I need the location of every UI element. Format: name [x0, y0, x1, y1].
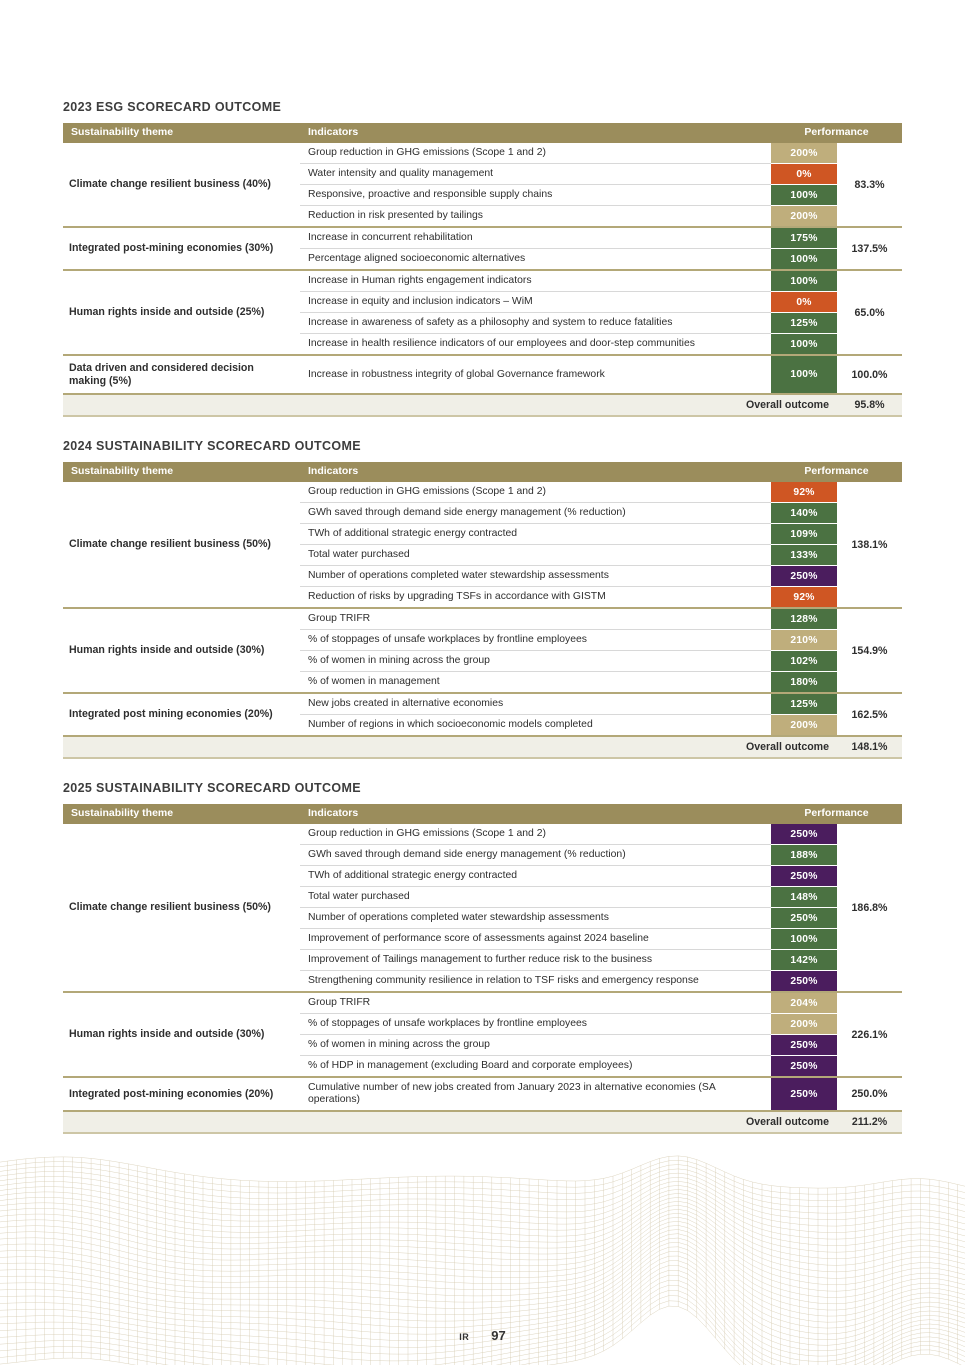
table-row — [63, 355, 902, 394]
group-total-cell: 138.1% — [837, 482, 902, 608]
performance-value-cell: 250% — [771, 1056, 837, 1078]
indicator-cell: Improvement of performance score of assessments against 2024 baseline — [300, 929, 771, 950]
sustainability-theme-cell: Human rights inside and outside (30%) — [63, 992, 300, 1077]
indicator-cell: % of women in mining across the group — [300, 1035, 771, 1056]
group-total-cell: 250.0% — [837, 1077, 902, 1111]
performance-value-cell: 210% — [771, 630, 837, 651]
indicator-cell: Increase in robustness integrity of global Governance framework — [300, 355, 771, 394]
overall-outcome-value: 211.2% — [837, 1111, 902, 1133]
col-header-indicators: Indicators — [300, 804, 771, 824]
overall-outcome-value: 148.1% — [837, 736, 902, 758]
performance-value-cell: 100% — [771, 355, 837, 394]
performance-value-cell: 148% — [771, 887, 837, 908]
section-title: 2024 SUSTAINABILITY SCORECARD OUTCOME — [63, 439, 361, 454]
indicator-cell: Water intensity and quality management — [300, 164, 771, 185]
performance-value-cell: 250% — [771, 866, 837, 887]
sustainability-theme-cell: Data driven and considered decision making (5%) — [63, 355, 300, 394]
indicator-cell: Number of operations completed water stewardship assessments — [300, 908, 771, 929]
section-title: 2023 ESG SCORECARD OUTCOME — [63, 100, 282, 114]
indicator-cell: Strengthening community resilience in relation to TSF risks and emergency response — [300, 971, 771, 993]
table-row — [63, 693, 902, 715]
sustainability-theme-cell: Integrated post-mining economies (30%) — [63, 227, 300, 270]
scorecard-table — [63, 804, 902, 1134]
performance-value-cell: 180% — [771, 672, 837, 694]
performance-value-cell: 142% — [771, 950, 837, 971]
table-row — [63, 992, 902, 1014]
group-total-cell: 186.8% — [837, 824, 902, 992]
indicator-cell: % of stoppages of unsafe workplaces by frontline employees — [300, 630, 771, 651]
overall-outcome-label: Overall outcome — [63, 736, 837, 758]
col-header-performance: Performance — [771, 462, 902, 482]
performance-value-cell: 175% — [771, 227, 837, 249]
table-row — [63, 143, 902, 164]
performance-value-cell: 250% — [771, 566, 837, 587]
indicator-cell: Group TRIFR — [300, 608, 771, 630]
performance-value-cell: 250% — [771, 908, 837, 929]
indicator-cell: Increase in awareness of safety as a philosophy and system to reduce fatalities — [300, 313, 771, 334]
table-row — [63, 824, 902, 845]
sustainability-theme-cell: Human rights inside and outside (25%) — [63, 270, 300, 355]
performance-value-cell: 109% — [771, 524, 837, 545]
indicator-cell: % of women in management — [300, 672, 771, 694]
performance-value-cell: 250% — [771, 824, 837, 845]
indicator-cell: Reduction in risk presented by tailings — [300, 206, 771, 228]
performance-value-cell: 0% — [771, 164, 837, 185]
table-header-row — [63, 462, 902, 482]
indicator-cell: Increase in concurrent rehabilitation — [300, 227, 771, 249]
section-title: 2025 SUSTAINABILITY SCORECARD OUTCOME — [63, 781, 361, 796]
indicator-cell: Number of operations completed water stewardship assessments — [300, 566, 771, 587]
indicator-cell: GWh saved through demand side energy management (% reduction) — [300, 845, 771, 866]
group-total-cell: 162.5% — [837, 693, 902, 736]
indicator-cell: TWh of additional strategic energy contracted — [300, 524, 771, 545]
sustainability-theme-cell: Climate change resilient business (40%) — [63, 143, 300, 227]
table-row — [63, 227, 902, 249]
indicator-cell: Group reduction in GHG emissions (Scope 1 and 2) — [300, 143, 771, 164]
performance-value-cell: 92% — [771, 482, 837, 503]
group-total-cell: 83.3% — [837, 143, 902, 227]
footer-page-number: 97 — [491, 1328, 506, 1343]
performance-value-cell: 140% — [771, 503, 837, 524]
col-header-indicators: Indicators — [300, 123, 771, 143]
indicator-cell: New jobs created in alternative economies — [300, 693, 771, 715]
performance-value-cell: 102% — [771, 651, 837, 672]
sustainability-theme-cell: Climate change resilient business (50%) — [63, 482, 300, 608]
indicator-cell: Reduction of risks by upgrading TSFs in accordance with GISTM — [300, 587, 771, 609]
performance-value-cell: 200% — [771, 715, 837, 737]
overall-outcome-label: Overall outcome — [63, 1111, 837, 1133]
scorecard-tables-container — [63, 100, 902, 1134]
indicator-cell: Total water purchased — [300, 545, 771, 566]
performance-value-cell: 100% — [771, 185, 837, 206]
performance-value-cell: 133% — [771, 545, 837, 566]
indicator-cell: Increase in health resilience indicators of our employees and door-step communities — [300, 334, 771, 356]
indicator-cell: Total water purchased — [300, 887, 771, 908]
indicator-cell: Group TRIFR — [300, 992, 771, 1014]
performance-value-cell: 100% — [771, 929, 837, 950]
indicator-cell: Group reduction in GHG emissions (Scope 1 and 2) — [300, 482, 771, 503]
indicator-cell: Percentage aligned socioeconomic alternatives — [300, 249, 771, 271]
performance-value-cell: 92% — [771, 587, 837, 609]
table-row — [63, 482, 902, 503]
table-row — [63, 1077, 902, 1111]
performance-value-cell: 188% — [771, 845, 837, 866]
scorecard-table — [63, 123, 902, 417]
overall-outcome-row — [63, 394, 902, 416]
table-header-row — [63, 804, 902, 824]
indicator-cell: % of HDP in management (excluding Board and corporate employees) — [300, 1056, 771, 1078]
performance-value-cell: 250% — [771, 1035, 837, 1056]
group-total-cell: 154.9% — [837, 608, 902, 693]
performance-value-cell: 100% — [771, 334, 837, 356]
sustainability-theme-cell: Integrated post-mining economies (20%) — [63, 1077, 300, 1111]
indicator-cell: Group reduction in GHG emissions (Scope 1 and 2) — [300, 824, 771, 845]
indicator-cell: Increase in equity and inclusion indicators – WiM — [300, 292, 771, 313]
col-header-theme: Sustainability theme — [63, 804, 300, 824]
sustainability-theme-cell: Integrated post mining economies (20%) — [63, 693, 300, 736]
col-header-theme: Sustainability theme — [63, 462, 300, 482]
page-footer — [0, 1328, 965, 1343]
performance-value-cell: 200% — [771, 1014, 837, 1035]
overall-outcome-row — [63, 736, 902, 758]
group-total-cell: 100.0% — [837, 355, 902, 394]
indicator-cell: Increase in Human rights engagement indicators — [300, 270, 771, 292]
col-header-performance: Performance — [771, 123, 902, 143]
group-total-cell: 137.5% — [837, 227, 902, 270]
overall-outcome-label: Overall outcome — [63, 394, 837, 416]
sustainability-theme-cell: Climate change resilient business (50%) — [63, 824, 300, 992]
scorecard-table — [63, 462, 902, 759]
performance-value-cell: 125% — [771, 693, 837, 715]
performance-value-cell: 100% — [771, 270, 837, 292]
performance-value-cell: 128% — [771, 608, 837, 630]
indicator-cell: Number of regions in which socioeconomic models completed — [300, 715, 771, 737]
indicator-cell: Cumulative number of new jobs created from January 2023 in alternative economies (SA operations) — [300, 1077, 771, 1111]
group-total-cell: 65.0% — [837, 270, 902, 355]
col-header-theme: Sustainability theme — [63, 123, 300, 143]
indicator-cell: TWh of additional strategic energy contracted — [300, 866, 771, 887]
footer-ir-label: IR — [459, 1332, 470, 1342]
performance-value-cell: 200% — [771, 206, 837, 228]
table-row — [63, 608, 902, 630]
table-row — [63, 270, 902, 292]
indicator-cell: GWh saved through demand side energy management (% reduction) — [300, 503, 771, 524]
performance-value-cell: 100% — [771, 249, 837, 271]
group-total-cell: 226.1% — [837, 992, 902, 1077]
performance-value-cell: 200% — [771, 143, 837, 164]
performance-value-cell: 204% — [771, 992, 837, 1014]
table-header-row — [63, 123, 902, 143]
sustainability-theme-cell: Human rights inside and outside (30%) — [63, 608, 300, 693]
col-header-indicators: Indicators — [300, 462, 771, 482]
overall-outcome-value: 95.8% — [837, 394, 902, 416]
col-header-performance: Performance — [771, 804, 902, 824]
indicator-cell: Improvement of Tailings management to further reduce risk to the business — [300, 950, 771, 971]
indicator-cell: Responsive, proactive and responsible supply chains — [300, 185, 771, 206]
performance-value-cell: 125% — [771, 313, 837, 334]
performance-value-cell: 0% — [771, 292, 837, 313]
indicator-cell: % of women in mining across the group — [300, 651, 771, 672]
indicator-cell: % of stoppages of unsafe workplaces by frontline employees — [300, 1014, 771, 1035]
performance-value-cell: 250% — [771, 971, 837, 993]
performance-value-cell: 250% — [771, 1077, 837, 1111]
